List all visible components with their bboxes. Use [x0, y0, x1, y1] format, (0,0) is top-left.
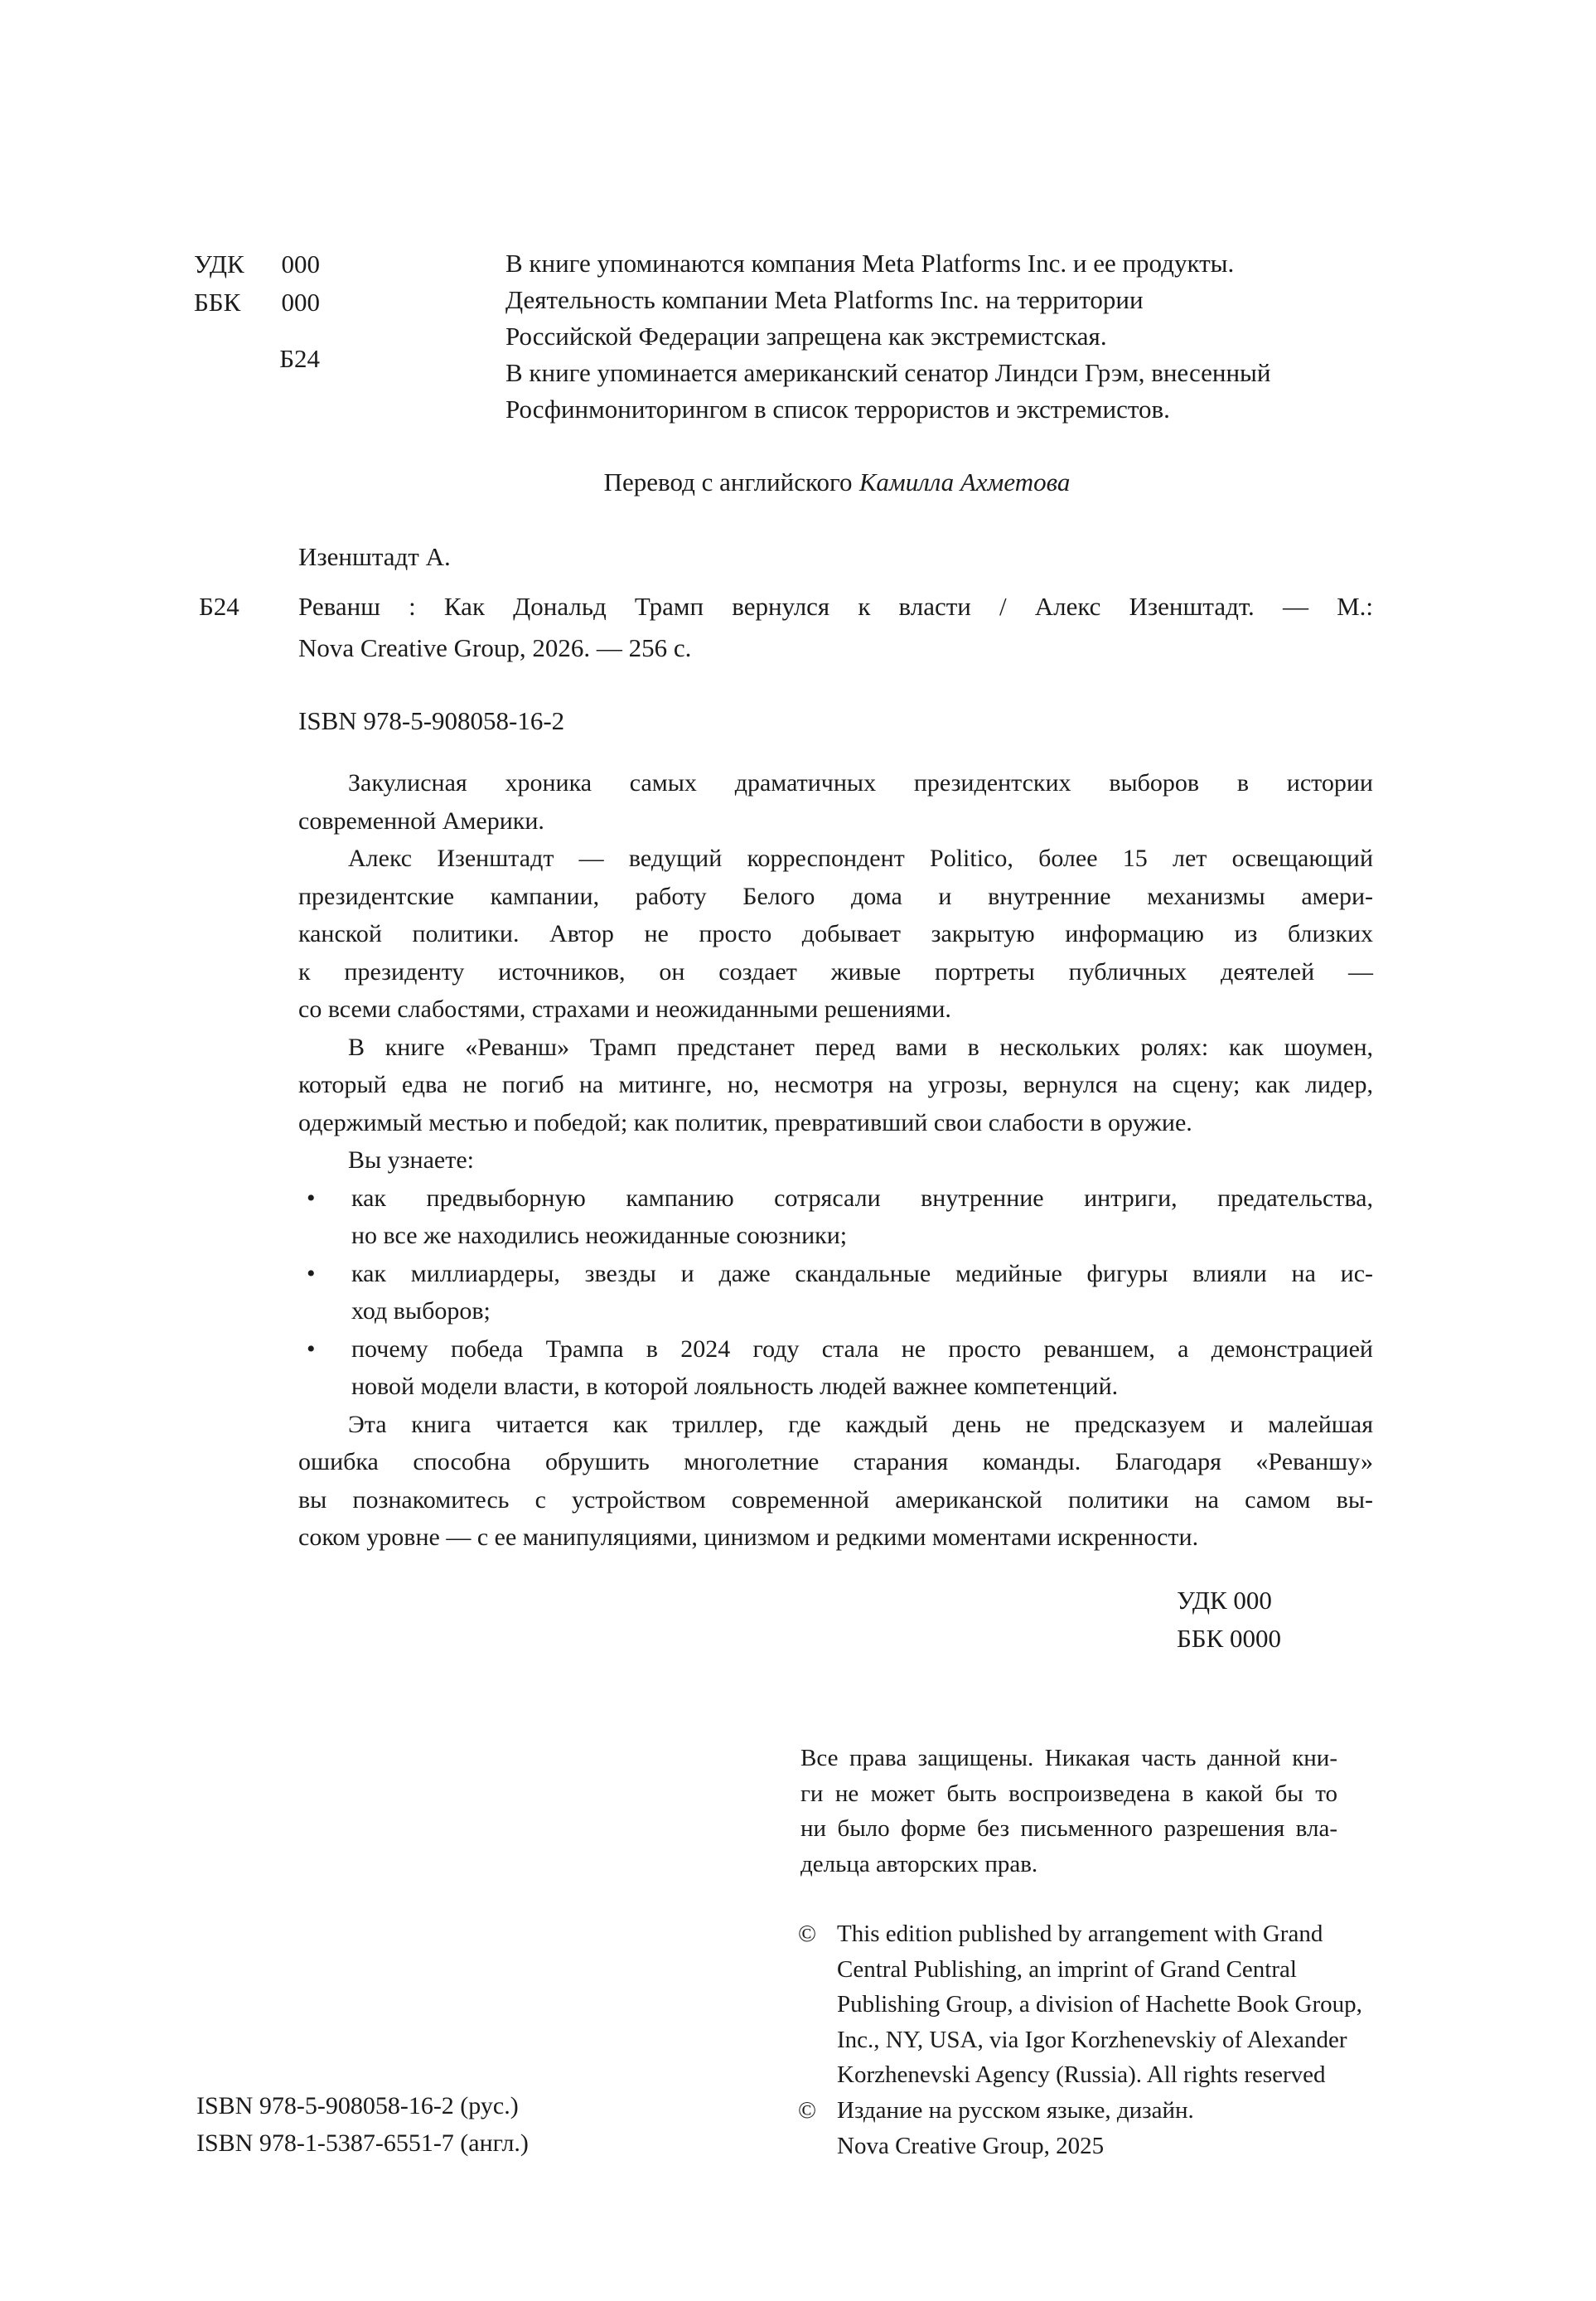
copyright-icon: © [798, 1921, 817, 1947]
copyright-russian [798, 2093, 1378, 2163]
translator-prefix: Перевод с английского [603, 467, 853, 497]
udk-bbk-bottom: УДК 000 ББК 0000 [1177, 1586, 1282, 1653]
translator-name: Камилла Ахметова [858, 467, 1071, 497]
bbk-value: 000 [281, 288, 320, 317]
udk-value: 000 [281, 249, 320, 279]
author-sign-code-top: Б24 [279, 344, 320, 373]
udk-code-row [194, 245, 320, 283]
legal-note: В книге упоминаются компания Meta Platforms Inc. и ее продукты. Деятельность компании Meta Platforms Inc. на территории Российской Федерации запрещена как экстремистская. В книге упоминается американский сенатор Линдси Грэм, внесенный Росфинмониторингом в список террористов и экстремистов. [505, 249, 1271, 424]
rights-note: Все права защищены. Никакая часть данной кни- ги не может быть воспроизведена в какой бы то ни было форме без письменного разрешения вла- дельца авторских прав. [800, 1745, 1337, 1877]
bullet-text-3: почему победа Трампа в 2024 году стала не просто реваншем, а демонстрацией новой модели власти, в которой лояльность людей важнее компетенций. [351, 1335, 1373, 1400]
bullet-icon: • [307, 1335, 316, 1363]
copyright-english [798, 1916, 1378, 2093]
annotation-block [298, 764, 1373, 1557]
annotation-paragraph-1: Закулисная хроника самых драматичных президентских выборов в истории современной Америки. [298, 769, 1373, 835]
copyright-russian-text: Издание на русском языке, дизайн. Nova Creative Group, 2025 [837, 2097, 1194, 2159]
bullet-item-3 [298, 1330, 1373, 1406]
isbn-main: ISBN 978-5-908058-16-2 [298, 706, 565, 735]
translator-line [301, 466, 1373, 499]
author-sign-code-side: Б24 [199, 592, 239, 621]
annotation-paragraph-5: Эта книга читается как триллер, где каждый день не предсказуем и малейшая ошибка способна обрушить многолетние старания команды. Благодаря «Реваншу» вы познакомитесь с устройством современной американской политики на самом вы- соком уровне — с ее манипуляциями, цинизмом и редкими моментами искренности. [298, 1410, 1373, 1551]
annotation-paragraph-2: Алекс Изенштадт — ведущий корреспондент Politico, более 15 лет освещающий президентские кампании, работу Белого дома и внутренние механизмы амери- канской политики. Автор не просто добывает закрытую информацию из близких к президенту источников, он создает живые портреты публичных деятелей — со всеми слабостями, страхами и неожиданными решениями. [298, 845, 1373, 1023]
bullet-item-1 [298, 1180, 1373, 1255]
bbk-label: ББК [194, 288, 241, 317]
bullet-item-2 [298, 1255, 1373, 1330]
bullet-text-2: как миллиардеры, звезды и даже скандальные медийные фигуры влияли на ис- ход выборов; [351, 1259, 1373, 1325]
bullet-text-1: как предвыборную кампанию сотрясали внутренние интриги, предательства, но все же находились неожиданные союзники; [351, 1184, 1373, 1249]
catalog-entry: Реванш : Как Дональд Трамп вернулся к власти / Алекс Изенштадт. — М.: Nova Creative Group, 2026. — 256 с. [298, 592, 1373, 662]
bullet-icon: • [307, 1259, 316, 1287]
copyright-english-text: This edition published by arrangement with Grand Central Publishing, an imprint of Grand Central Publishing Group, a division of Hachette Book Group, Inc., NY, USA, via Igor Korzhenevskiy of Alexander Korzhenevski Agency (Russia). All rights reserved [837, 1921, 1362, 2088]
udk-label: УДК [194, 249, 244, 279]
catalog-author: Изенштадт А. [298, 542, 451, 571]
annotation-paragraph-3: В книге «Реванш» Трамп предстанет перед вами в нескольких ролях: как шоумен, который едва не погиб на митинге, но, несмотря на угрозы, вернулся на сцену; как лидер, одержимый местью и победой; как политик, превративший свои слабости в оружие. [298, 1033, 1373, 1136]
isbn-list: ISBN 978-5-908058-16-2 (рус.) ISBN 978-1-5387-6551-7 (англ.) [196, 2092, 529, 2157]
copyright-icon: © [798, 2097, 817, 2124]
bullet-icon: • [307, 1184, 316, 1212]
annotation-lead: Вы узнаете: [348, 1146, 474, 1174]
bbk-code-row [194, 283, 320, 321]
